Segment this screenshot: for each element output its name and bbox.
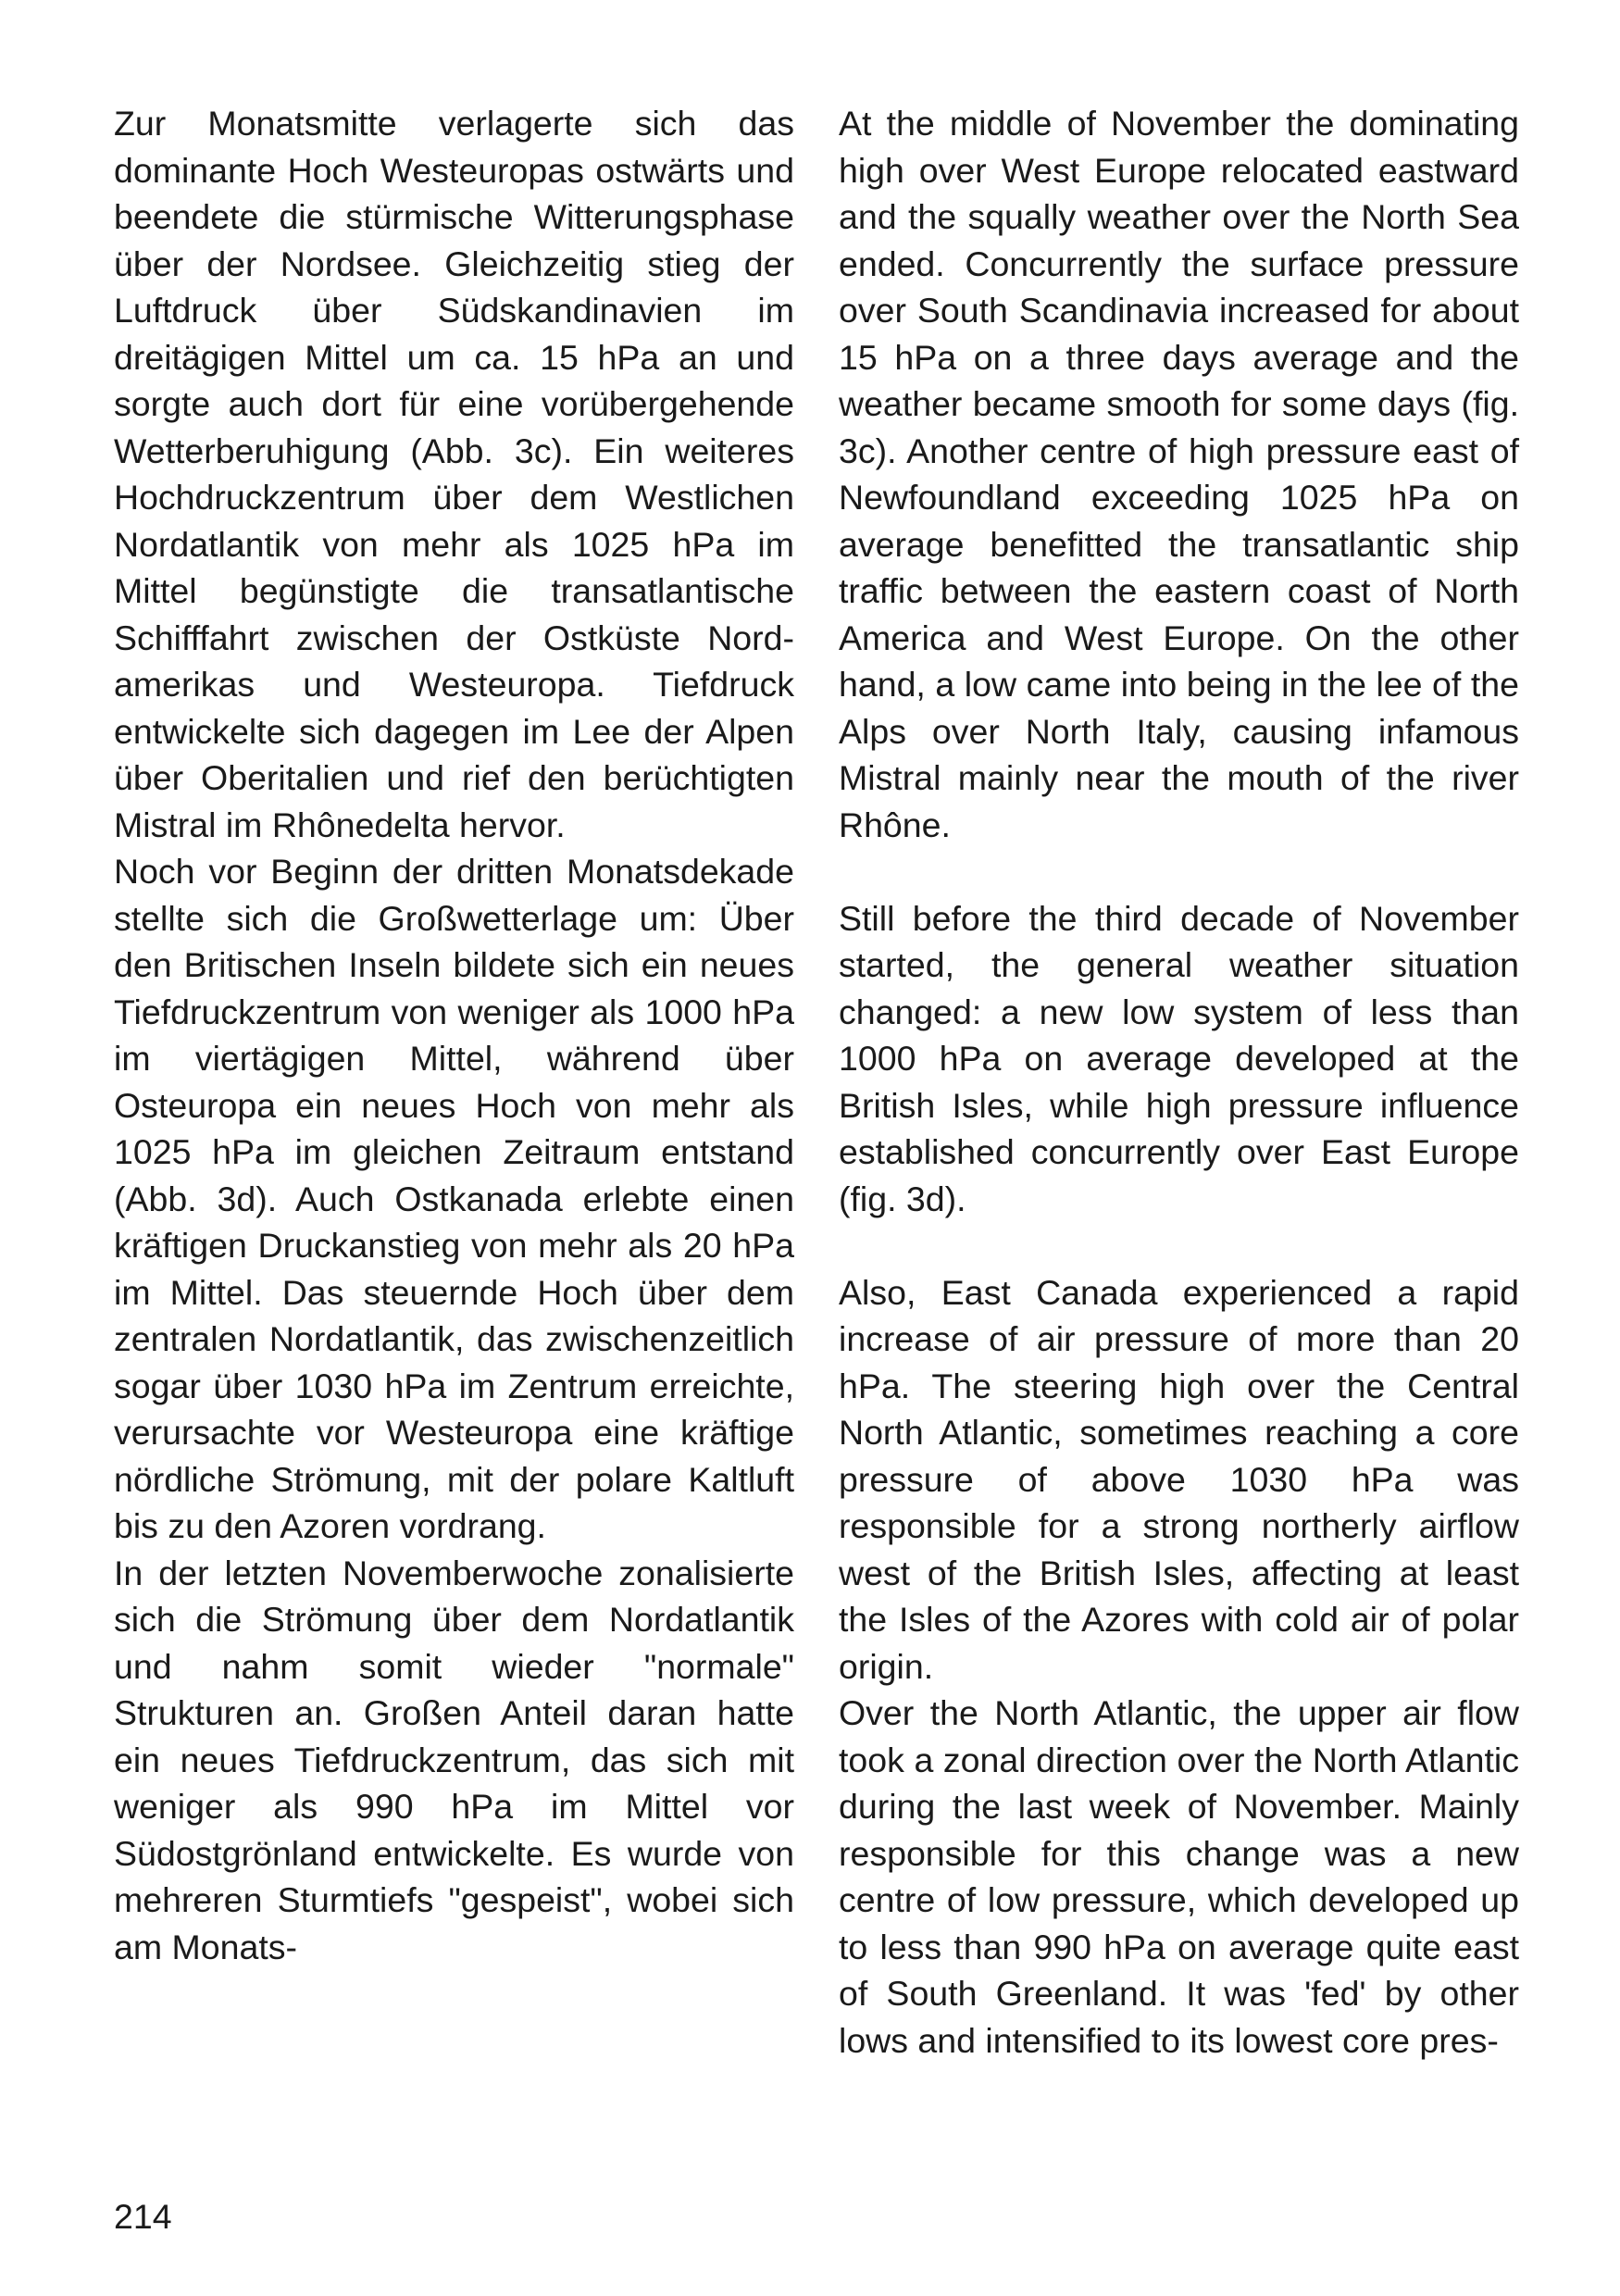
german-paragraph: Noch vor Beginn der dritten Monatsdekade stellte sich die Großwetterlage um: Über den Britischen Inseln bildete sich ein neues Tiefdruckzentrum von weniger als 1000 hPa im viertägigen Mittel, während über Osteuropa ein neues Hoch von mehr als 1025 hPa im gleichen Zeitraum entstand (Abb. 3d). Auch Ostkanada erlebte einen kräftigen Druckanstieg von mehr als 20 hPa im Mittel. Das steuernde Hoch über dem zentralen Nordatlantik, das zwischenzeitlich sogar über 1030 hPa im Zentrum erreichte, verursachte vor Westeuropa eine kräftige nördliche Strömung, mit der polare Kaltluft bis zu den Azoren vordrang. (114, 852, 794, 1545)
german-text-column (114, 100, 794, 1970)
english-paragraph: Still before the third decade of November started, the general weather situation changed: a new low system of less than 1000 hPa on average developed at the British Isles, while high pressure influence established concurrently over East Europe (fig. 3d). (839, 898, 1519, 1218)
page-number: 214 (114, 2197, 172, 2236)
english-paragraph: At the middle of November the dominating high over West Europe relocated eastward and the squally weather over the North Sea ended. Concurrently the surface pressure over South Scandinavia increased for about 15 hPa on a three days average and the weather became smooth for some days (fig. 3c). Another centre of high pressure east of Newfoundland exceeding 1025 hPa on average benefitted the transatlantic ship traffic between the eastern coast of North America and West Europe. On the other hand, a low came into being in the lee of the Alps over North Italy, causing infamous Mistral mainly near the mouth of the river Rhône. (839, 104, 1519, 844)
english-paragraph: Over the North Atlantic, the upper air flow took a zonal direction over the North Atlantic during the last week of November. Mainly responsible for this change was a new centre of low pressure, which developed up to less than 990 hPa on average quite east of South Greenland. It was 'fed' by other lows and intensified to its lowest core pres- (839, 1693, 1519, 2060)
german-paragraph: In der letzten Novemberwoche zonalisierte sich die Strömung über dem Nordatlantik und nahm somit wieder "normale" Strukturen an. Großen Anteil daran hatte ein neues Tiefdruckzentrum, das sich mit weniger als 990 hPa im Mittel vor Südostgrönland entwickelte. Es wurde von mehreren Sturmtiefs "gespeist", wobei sich am Monats- (114, 1553, 794, 1966)
paragraph-spacer (839, 1222, 1519, 1269)
paragraph-spacer (839, 848, 1519, 895)
german-paragraph: Zur Monatsmitte verlagerte sich das dominante Hoch Westeuropas ostwärts und beendete die stürmische Witterungsphase über der Nordsee. Gleichzeitig stieg der Luftdruck über Südskandinavien im dreitägigen Mittel um ca. 15 hPa an und sorgte auch dort für eine vorübergehende Wetterberuhigung (Abb. 3c). Ein weiteres Hochdruckzentrum über dem Westlichen Nordatlantik von mehr als 1025 hPa im Mittel begünstigte die transatlantische Schifffahrt zwischen der Ostküste Nordamerikas und Westeuropa. Tiefdruck entwickelte sich dagegen im Lee der Alpen über Oberitalien und rief den berüchtigten Mistral im Rhônedelta hervor. (114, 104, 794, 844)
english-text-column (839, 100, 1519, 2064)
english-paragraph: Also, East Canada experienced a rapid increase of air pressure of more than 20 hPa. The steering high over the Central North Atlantic, sometimes reaching a core pressure of above 1030 hPa was responsible for a strong northerly airflow west of the British Isles, affecting at least the Isles of the Azores with cold air of polar origin. (839, 1272, 1519, 1686)
